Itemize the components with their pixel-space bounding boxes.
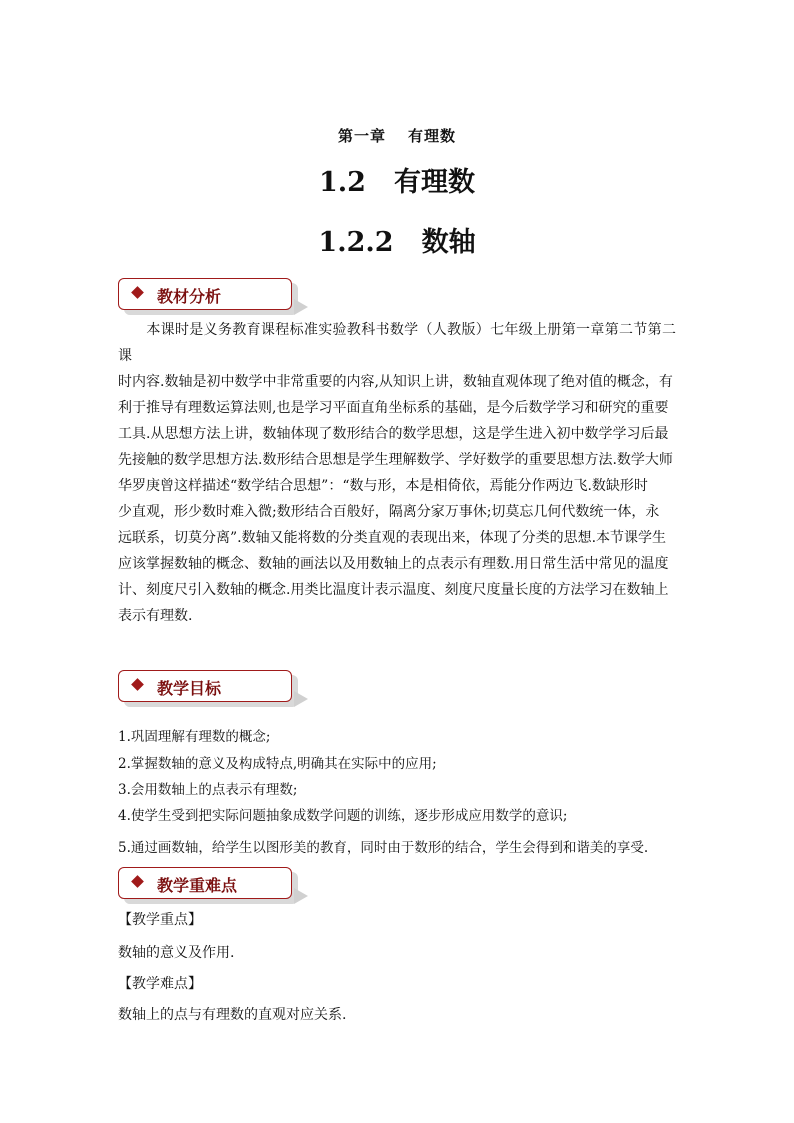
- objective-item: 2.掌握数轴的意义及构成特点,明确其在实际中的应用;: [118, 756, 437, 772]
- chapter-number: 第一章: [337, 127, 386, 145]
- objectives-heading-tail: [294, 691, 308, 707]
- chapter-name: 有理数: [408, 127, 457, 145]
- analysis-line: 远联系，切莫分离”.数轴又能将数的分类直观的表现出来，体现了分类的思想.本节课学生: [118, 530, 667, 546]
- section-name: 有理数: [393, 167, 475, 198]
- key-point-text: 数轴的意义及作用.: [118, 945, 235, 961]
- diamond-bullet-icon: [131, 286, 144, 299]
- section-title: [0, 160, 794, 199]
- analysis-paragraph: [118, 317, 676, 629]
- analysis-line: 计、刻度尺引入数轴的概念.用类比温度计表示温度、刻度尺度量长度的方法学习在数轴上: [118, 582, 669, 598]
- difficult-point-label: 【教学难点】: [118, 976, 202, 992]
- key-points-heading-label: 教学重难点: [157, 876, 238, 895]
- key-point-label: 【教学重点】: [118, 912, 202, 928]
- diamond-bullet-icon: [131, 875, 144, 888]
- analysis-heading-label: 教材分析: [157, 287, 222, 306]
- analysis-line: 先接触的数学思想方法.数形结合思想是学生理解数学、学好数学的重要思想方法.数学大师: [118, 452, 673, 468]
- subsection-name: 数轴: [421, 227, 476, 258]
- objectives-heading-label: 教学目标: [157, 679, 222, 698]
- analysis-line: 时内容.数轴是初中数学中非常重要的内容,从知识上讲，数轴直观体现了绝对值的概念，有: [118, 374, 673, 390]
- key-points-heading: [118, 867, 292, 899]
- objective-item: 3.会用数轴上的点表示有理数;: [118, 782, 298, 798]
- chapter-title: [0, 125, 794, 146]
- objective-item: 4.使学生受到把实际问题抽象成数学问题的训练，逐步形成应用数学的意识;: [118, 808, 568, 824]
- key-points-heading-tail: [294, 888, 308, 904]
- objectives-heading: [118, 670, 292, 702]
- subsection-number: 1.2.2: [318, 227, 394, 258]
- objective-item: 5.通过画数轴，给学生以图形美的教育，同时由于数形的结合，学生会得到和谐美的享受.: [118, 840, 649, 856]
- difficult-point-text: 数轴上的点与有理数的直观对应关系.: [118, 1007, 347, 1023]
- subsection-title: [0, 220, 794, 259]
- objective-item: 1.巩固理解有理数的概念;: [118, 729, 271, 745]
- analysis-line: 应该掌握数轴的概念、数轴的画法以及用数轴上的点表示有理数.用日常生活中常见的温度: [118, 556, 669, 572]
- diamond-bullet-icon: [131, 678, 144, 691]
- analysis-line: 工具.从思想方法上讲，数轴体现了数形结合的数学思想，这是学生进入初中数学学习后最: [118, 426, 669, 442]
- analysis-line: 利于推导有理数运算法则,也是学习平面直角坐标系的基础，是今后数学学习和研究的重要: [118, 400, 669, 416]
- analysis-line: 华罗庚曾这样描述“数学结合思想”：“数与形，本是相倚依，焉能分作两边飞.数缺形时: [118, 478, 648, 494]
- analysis-heading: [118, 278, 292, 310]
- analysis-line: 本课时是义务教育课程标准实验教科书数学（人教版）七年级上册第一章第二节第二课: [118, 322, 676, 364]
- analysis-line: 表示有理数.: [118, 608, 193, 624]
- analysis-heading-tail: [294, 299, 308, 315]
- section-number: 1.2: [319, 167, 366, 198]
- analysis-line: 少直观，形少数时难入微;数形结合百般好，隔离分家万事休;切莫忘几何代数统一体，永: [118, 504, 660, 520]
